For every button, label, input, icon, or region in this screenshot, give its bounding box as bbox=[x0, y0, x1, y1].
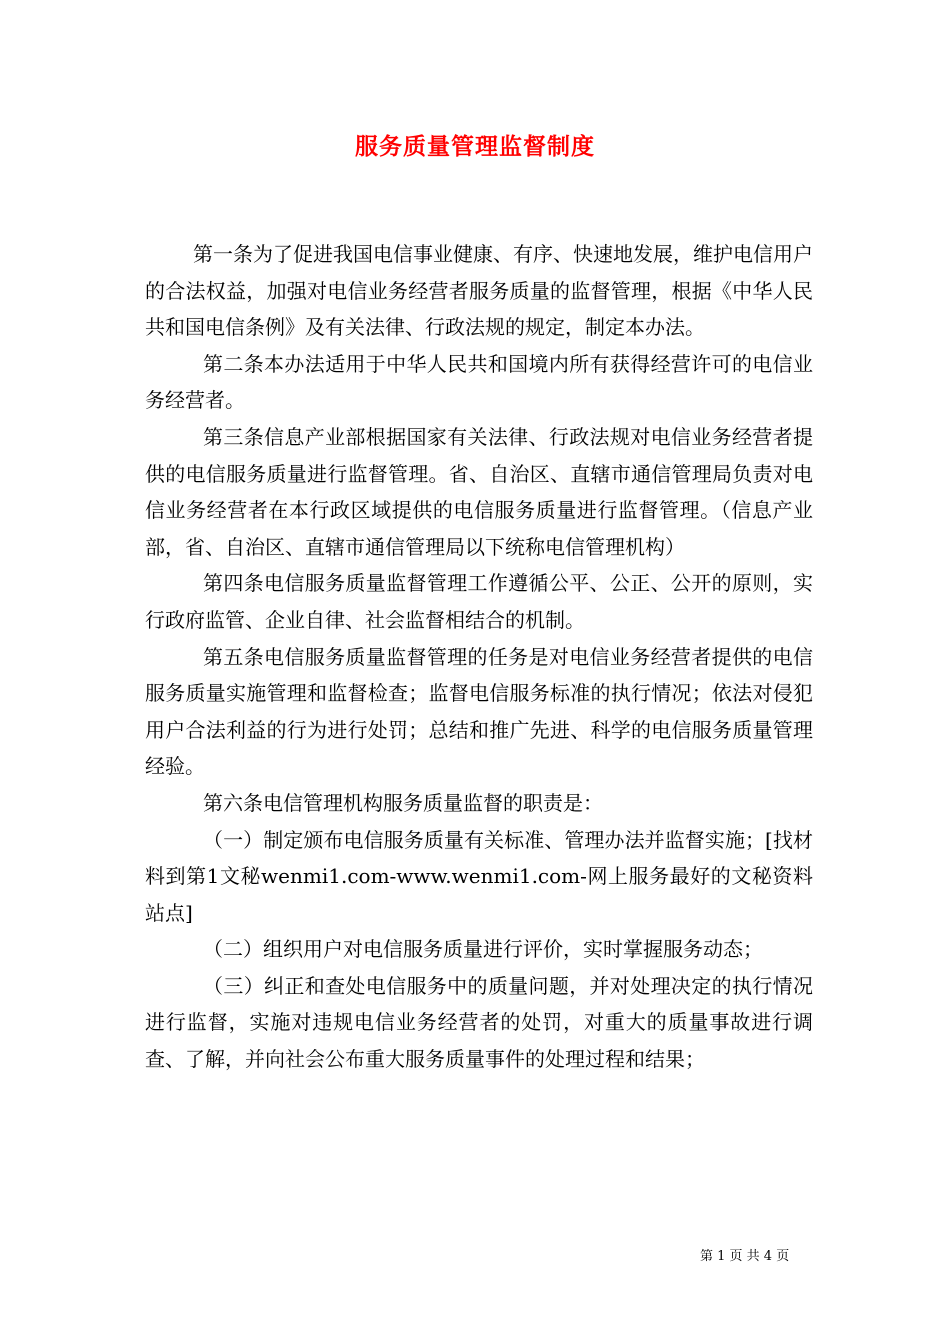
paragraph-article-3: 第三条信息产业部根据国家有关法律、行政法规对电信业务经营者提供的电信服务质量进行监督管理。省、自治区、直辖市通信管理局负责对电信业务经营者在本行政区域提供的电信服务质量进行监督管理。（信息产业部，省、自治区、直辖市通信管理局以下统称电信管理机构） bbox=[145, 424, 813, 559]
page-number-footer: 第 1 页 共 4 页 bbox=[700, 1249, 790, 1264]
paragraph-article-6: 第六条电信管理机构服务质量监督的职责是： bbox=[203, 790, 603, 815]
document-title: 服务质量管理监督制度 bbox=[355, 133, 595, 160]
paragraph-item-1: （一）制定颁布电信服务质量有关标准、管理办法并监督实施；[找材料到第1文秘wenmi1.com-www.wenmi1.com-网上服务最好的文秘资料站点] bbox=[145, 827, 813, 925]
paragraph-article-5: 第五条电信服务质量监督管理的任务是对电信业务经营者提供的电信服务质量实施管理和监督检查；监督电信服务标准的执行情况；依法对侵犯用户合法利益的行为进行处罚；总结和推广先进、科学的电信服务质量管理经验。 bbox=[145, 644, 813, 779]
paragraph-item-2: （二）组织用户对电信服务质量进行评价，实时掌握服务动态； bbox=[203, 937, 763, 962]
document-body bbox=[145, 236, 813, 1078]
paragraph-article-2: 第二条本办法适用于中华人民共和国境内所有获得经营许可的电信业务经营者。 bbox=[145, 351, 813, 413]
paragraph-article-1: 第一条为了促进我国电信事业健康、有序、快速地发展，维护电信用户的合法权益，加强对电信业务经营者服务质量的监督管理，根据《中华人民共和国电信条例》及有关法律、行政法规的规定，制定本办法。 bbox=[145, 242, 813, 340]
paragraph-article-4: 第四条电信服务质量监督管理工作遵循公平、公正、公开的原则，实行政府监管、企业自律、社会监督相结合的机制。 bbox=[145, 571, 813, 632]
paragraph-item-3: （三）纠正和查处电信服务中的质量问题，并对处理决定的执行情况进行监督，实施对违规电信业务经营者的处罚，对重大的质量事故进行调查、了解，并向社会公布重大服务质量事件的处理过程和结果； bbox=[145, 973, 813, 1072]
